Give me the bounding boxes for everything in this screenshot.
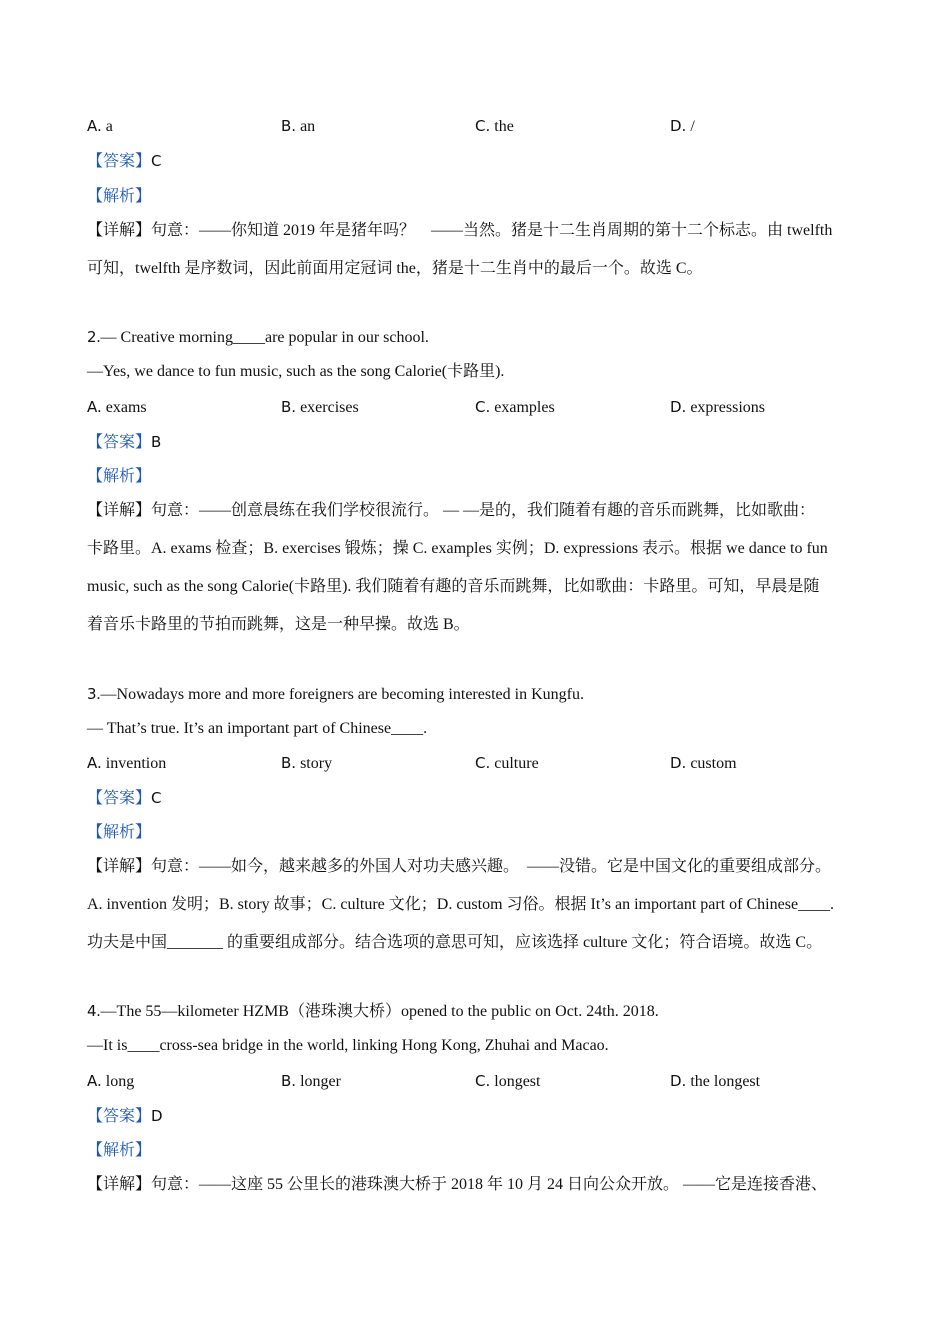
answer-value: D	[151, 1107, 163, 1125]
question-number: 4	[87, 1002, 97, 1020]
q1-detail-line-1: 【详解】句意：——你知道 2019 年是猪年吗？ ——当然。猪是十二生肖周期的第十二个标志。由 twelfth	[87, 222, 833, 239]
q4-option-d: D. the longest	[670, 1072, 761, 1090]
q2-detail-line-3: music, such as the song Calorie(卡路里). 我们随着有趣的音乐而跳舞，比如歌曲：卡路里。可知，早晨是随	[87, 578, 820, 595]
q3-detail-line-2: A. invention 发明；B. story 故事；C. culture 文化；D. custom 习俗。根据 It’s an important part of Chinese____.	[87, 896, 835, 913]
answer-value: B	[151, 433, 162, 451]
q4-answer: 【答案】D	[87, 1107, 163, 1125]
q4-analysis: 【解析】	[87, 1142, 152, 1159]
q3-option-b: B. story	[281, 754, 333, 772]
q2-options	[87, 396, 867, 418]
q3-options	[87, 752, 867, 774]
q2-option-b: B. exercises	[281, 398, 359, 416]
q1-option-a: A. a	[87, 117, 113, 135]
q1-options	[87, 115, 867, 137]
q3-stem-line-2: — That’s true. It’s an important part of Chinese____.	[87, 720, 428, 737]
question-number: 2	[87, 328, 97, 346]
q2-answer: 【答案】B	[87, 433, 162, 451]
q2-option-d: D. expressions	[670, 398, 765, 416]
q2-detail-line-4: 着音乐卡路里的节拍而跳舞，这是一种早操。故选 B。	[87, 616, 470, 633]
answer-tag: 【答案】	[87, 153, 152, 170]
q1-option-c: C. the	[475, 117, 514, 135]
answer-value: C	[151, 152, 162, 170]
answer-value: C	[151, 789, 162, 807]
question-number: 3	[87, 685, 97, 703]
q1-option-d: D. /	[670, 117, 695, 135]
q4-stem-line-2: —It is____cross-sea bridge in the world, linking Hong Kong, Zhuhai and Macao.	[87, 1037, 609, 1054]
q2-stem-line-1: 2.— Creative morning____are popular in our school.	[87, 328, 429, 346]
q1-answer	[87, 150, 162, 173]
q1-option-b: B. an	[281, 117, 316, 135]
q1-detail-line-2: 可知，twelfth 是序数词，因此前面用定冠词 the，猪是十二生肖中的最后一个。故选 C。	[87, 260, 703, 277]
q3-stem-line-1: 3.—Nowadays more and more foreigners are becoming interested in Kungfu.	[87, 685, 584, 703]
q3-detail-line-3: 功夫是中国_______ 的重要组成部分。结合选项的意思可知，应该选择 culture 文化；符合语境。故选 C。	[87, 934, 823, 951]
q4-stem-line-1: 4.—The 55—kilometer HZMB（港珠澳大桥）opened to the public on Oct. 24th. 2018.	[87, 1002, 659, 1020]
q4-option-b: B. longer	[281, 1072, 341, 1090]
q3-answer: 【答案】C	[87, 789, 162, 807]
q3-option-c: C. culture	[475, 754, 539, 772]
q4-detail-line-1: 【详解】句意：——这座 55 公里长的港珠澳大桥于 2018 年 10 月 24 日向公众开放。 ——它是连接香港、	[87, 1176, 828, 1193]
q4-options	[87, 1070, 867, 1092]
q1-analysis: 【解析】	[87, 188, 152, 205]
q2-option-a: A. exams	[87, 398, 147, 416]
q2-detail-line-2: 卡路里。A. exams 检查；B. exercises 锻炼；操 C. examples 实例；D. expressions 表示。根据 we dance to fun	[87, 540, 828, 557]
q3-detail-line-1: 【详解】句意：——如今，越来越多的外国人对功夫感兴趣。 ——没错。它是中国文化的重要组成部分。	[87, 858, 832, 875]
q2-detail-line-1: 【详解】句意：——创意晨练在我们学校很流行。 — —是的，我们随着有趣的音乐而跳舞，比如歌曲：	[87, 502, 816, 519]
q2-analysis: 【解析】	[87, 468, 152, 485]
q2-stem-line-2: —Yes, we dance to fun music, such as the song Calorie(卡路里).	[87, 363, 505, 380]
q3-analysis: 【解析】	[87, 824, 152, 841]
q3-option-a: A. invention	[87, 754, 167, 772]
q4-option-c: C. longest	[475, 1072, 541, 1090]
q2-option-c: C. examples	[475, 398, 555, 416]
q4-option-a: A. long	[87, 1072, 135, 1090]
q3-option-d: D. custom	[670, 754, 737, 772]
